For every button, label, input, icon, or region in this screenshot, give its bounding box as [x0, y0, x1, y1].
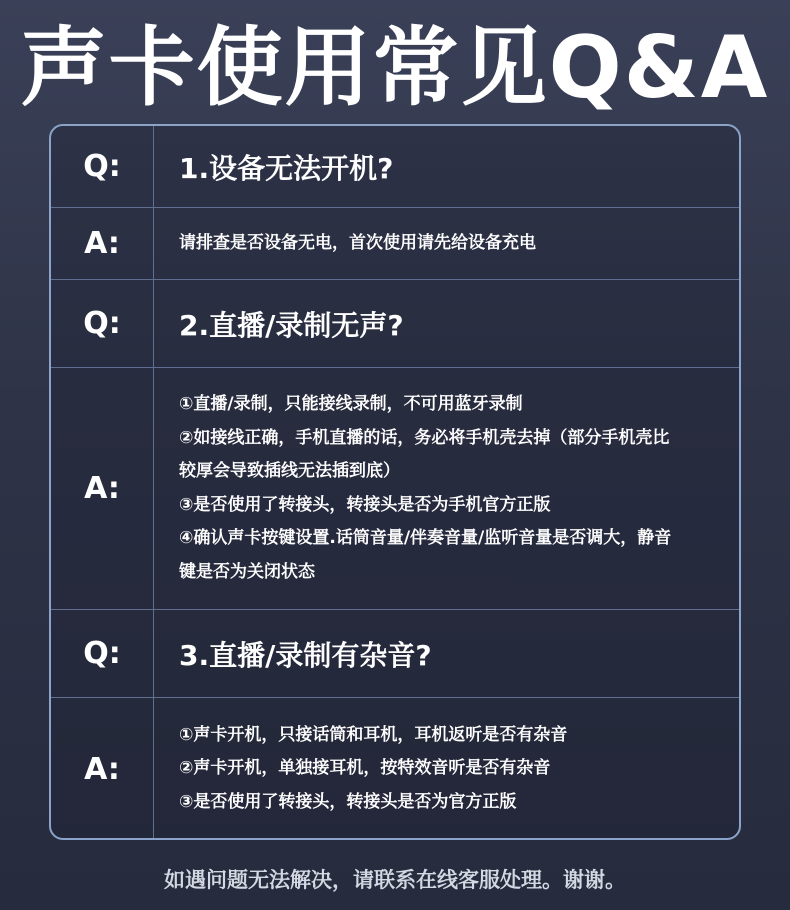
question-row-3 [51, 610, 739, 698]
a-label: A: [84, 226, 120, 261]
answer-line: ④确认声卡按键设置.话筒音量/伴奏音量/监听音量是否调大，静音 [179, 528, 672, 548]
qa-table [49, 124, 741, 840]
q-label: Q: [83, 149, 121, 184]
question-row-1 [51, 126, 739, 208]
q-label: Q: [83, 636, 121, 671]
q-label: Q: [83, 306, 121, 341]
page-title: 声卡使用常见Q&A [20, 18, 770, 118]
question-row-2 [51, 280, 739, 368]
footer-note: 如遇问题无法解决，请联系在线客服处理。谢谢。 [164, 868, 626, 892]
answer-line: ②声卡开机，单独接耳机，按特效音听是否有杂音 [179, 758, 551, 779]
answer-text [179, 368, 719, 609]
a-label: A: [84, 751, 120, 787]
answer-row-1 [51, 208, 739, 280]
answer-line: ②如接线正确，手机直播的话，务必将手机壳去掉（部分手机壳比 [179, 427, 670, 448]
answer-line: ①直播/录制，只能接线录制，不可用蓝牙录制 [179, 394, 523, 414]
question-text: 3.直播/录制有杂音? [179, 638, 432, 672]
answer-text [179, 208, 719, 279]
answer-line: ③是否使用了转接头，转接头是否为手机官方正版 [179, 494, 551, 515]
answer-row-2 [51, 368, 739, 610]
answer-line: 键是否为关闭状态 [179, 561, 315, 582]
answer-row-3 [51, 698, 739, 840]
answer-line: 较厚会导致插线无法插到底） [179, 461, 400, 481]
answer-line: 请排查是否设备无电，首次使用请先给设备充电 [179, 232, 536, 253]
a-label: A: [84, 471, 120, 506]
answer-text [179, 698, 719, 840]
question-text: 1.设备无法开机? [179, 151, 394, 185]
answer-line: ①声卡开机，只接话筒和耳机，耳机返听是否有杂音 [179, 724, 568, 745]
question-text: 2.直播/录制无声? [179, 308, 404, 342]
answer-line: ③是否使用了转接头，转接头是否为官方正版 [179, 791, 517, 812]
